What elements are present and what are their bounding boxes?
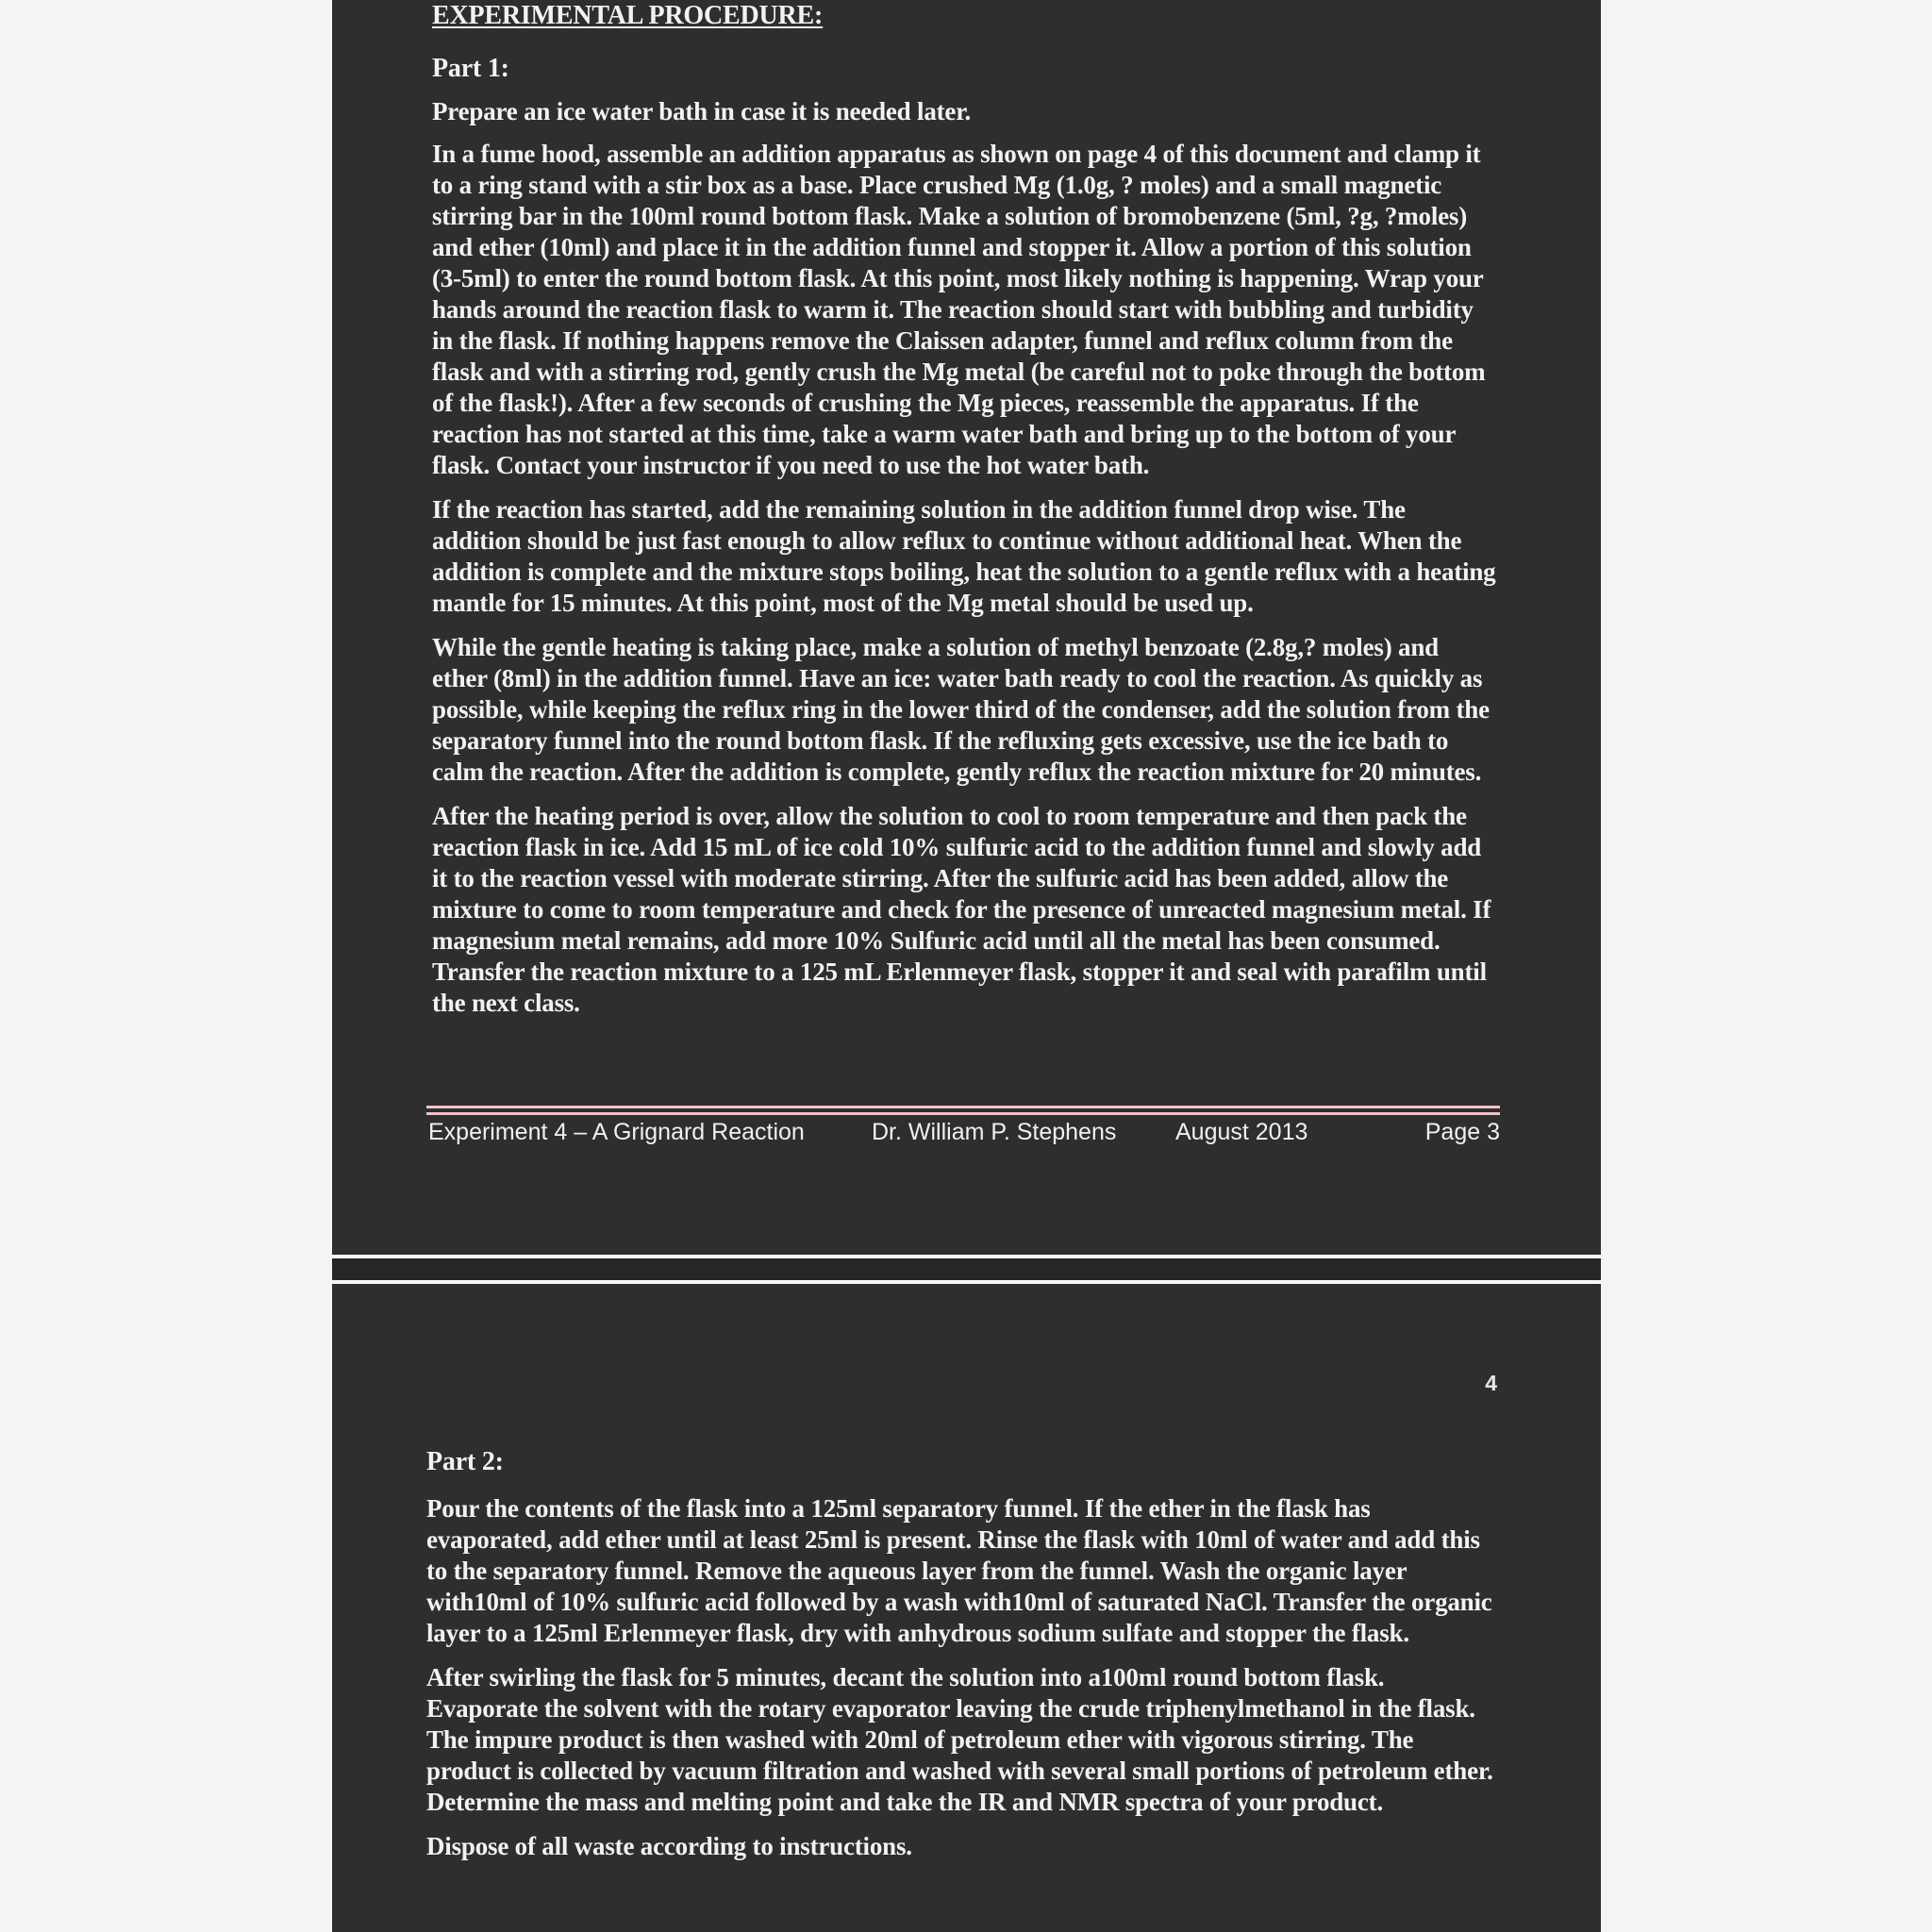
- paragraph: After the heating period is over, allow the solution to cool to room temperature and then pack the reaction flask in ice. Add 15 mL of ice cold 10% sulfuric acid to the addition funnel and slowly add it to the reaction vessel with moderate stirring. After the sulfuric acid has been added, allow the mixture to come to room temperature and check for the presence of unreacted magnesium metal. If magnesium metal remains, add more 10% Sulfuric acid until all the metal has been consumed. Transfer the reaction mixture to a 125 mL Erlenmeyer flask, stopper it and seal with parafilm until the next class.: [432, 802, 1491, 1017]
- page-border-bottom: [332, 1255, 1601, 1258]
- page-4-content: [426, 1446, 1498, 1875]
- page-3: [332, 0, 1601, 1255]
- footer-rule-line: [426, 1112, 1500, 1115]
- section-heading: EXPERIMENTAL PROCEDURE:: [432, 1, 824, 30]
- paragraph: In a fume hood, assemble an addition apparatus as shown on page 4 of this document and clamp it to a ring stand with a stir box as a base. Place crushed Mg (1.0g, ? moles) and a small magnetic stirring bar in the 100ml round bottom flask. Make a solution of bromobenzene (5ml, ?g, ?moles) and ether (10ml) and place it in the addition funnel and stopper it. Allow a portion of this solution (3-5ml) to enter the round bottom flask. At this point, most likely nothing is happening. Wrap your hands around the reaction flask to warm it. The reaction should start with bubbling and turbidity in the flask. If nothing happens remove the Claissen adapter, funnel and reflux column from the flask and with a stirring rod, gently crush the Mg metal (be careful not to poke through the bottom of the flask!). After a few seconds of crushing the Mg pieces, reassemble the apparatus. If the reaction has not started at this time, take a warm water bath and bring up to the bottom of your flask. Contact your instructor if you need to use the hot water bath.: [432, 140, 1486, 479]
- footer-page-number: Page 3: [1424, 1119, 1500, 1145]
- footer-rule: [426, 1106, 1500, 1117]
- paragraph: Prepare an ice water bath in case it is needed later.: [432, 97, 972, 125]
- part-2-heading: Part 2:: [426, 1447, 504, 1476]
- page-number: 4: [1485, 1371, 1497, 1395]
- paragraph: After swirling the flask for 5 minutes, decant the solution into a100ml round bottom flask. Evaporate the solvent with the rotary evaporator leaving the crude triphenylmethanol in the flask. The impure product is then washed with 20ml of petroleum ether with vigorous stirring. The product is collected by vacuum filtration and washed with several small portions of petroleum ether. Determine the mass and melting point and take the IR and NMR spectra of your product.: [426, 1663, 1493, 1816]
- footer-title: Experiment 4 – A Grignard Reaction: [428, 1119, 805, 1145]
- part-1-heading: Part 1:: [432, 54, 509, 83]
- page-separator: [332, 1255, 1601, 1284]
- footer-date: August 2013: [1175, 1119, 1308, 1145]
- page-3-content: [432, 0, 1498, 1032]
- paragraph: Dispose of all waste according to instructions.: [426, 1832, 912, 1860]
- paragraph: While the gentle heating is taking place, make a solution of methyl benzoate (2.8g,? moles) and ether (8ml) in the addition funnel. Have an ice: water bath ready to cool the reaction. As quickly as possible, while keeping the reflux ring in the lower third of the condenser, add the solution from the separatory funnel into the round bottom flask. If the refluxing gets excessive, use the ice bath to calm the reaction. After the addition is complete, gently reflux the reaction mixture for 20 minutes.: [432, 633, 1490, 786]
- paragraph: Pour the contents of the flask into a 125ml separatory funnel. If the ether in the flask has evaporated, add ether until at least 25ml is present. Rinse the flask with 10ml of water and add this to the separatory funnel. Remove the aqueous layer from the funnel. Wash the organic layer with10ml of 10% sulfuric acid followed by a wash with10ml of saturated NaCl. Transfer the organic layer to a 125ml Erlenmeyer flask, dry with anhydrous sodium sulfate and stopper the flask.: [426, 1494, 1492, 1647]
- footer-author: Dr. William P. Stephens: [872, 1119, 1117, 1145]
- paragraph: If the reaction has started, add the remaining solution in the addition funnel drop wise. The addition should be just fast enough to allow reflux to continue without additional heat. When the addition is complete and the mixture stops boiling, heat the solution to a gentle reflux with a heating mantle for 15 minutes. At this point, most of the Mg metal should be used up.: [432, 495, 1496, 617]
- page-4: [332, 1284, 1601, 1932]
- page-footer: [428, 1119, 1500, 1157]
- footer-rule-line: [426, 1106, 1500, 1108]
